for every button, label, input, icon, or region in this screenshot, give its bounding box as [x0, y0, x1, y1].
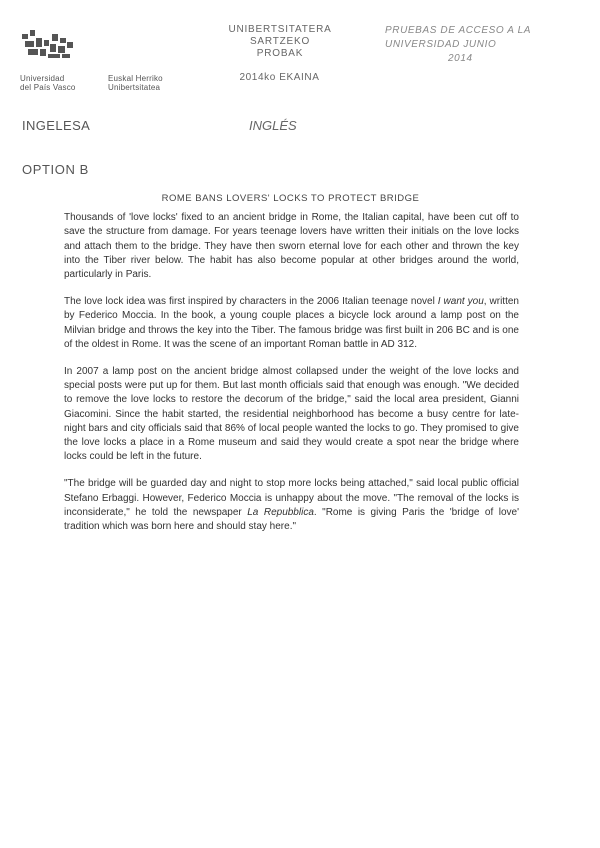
option-label: OPTION B	[22, 162, 89, 177]
article-title: ROME BANS LOVERS' LOCKS TO PROTECT BRIDGE	[161, 193, 420, 204]
exam-date-basque: 2014ko EKAINA	[239, 72, 320, 83]
article-body	[64, 211, 519, 547]
university-name-basque: Euskal Herriko Unibertsitatea	[108, 74, 163, 92]
paragraph-3: In 2007 a lamp post on the ancient bridge almost collapsed under the weight of the love locks and special posts were put up for them. But last month officials said that enough was enough. "We decided to remove the love locks to restore the decorum of the bridge," said the local area president, Gianni Giacomini. Since the habit started, the residential neighborhood has become a busy centre for late-night bars and city officials said that 86% of local people wanted the locks to go. They promised to give the love locks a place in a Rome museum and said they would create a spot near the bridge where locks could be left in the future.	[64, 365, 519, 463]
subject-spanish: INGLÉS	[249, 118, 297, 133]
paragraph-1: Thousands of 'love locks' fixed to an ancient bridge in Rome, the Italian capital, have been cut off to save the structure from damage. For years teenage lovers have written their initials on the love locks and attach them to the bridge. They have then sworn eternal love for each other and thrown the key into the Tiber river below. The habit has also become popular at other bridges around the world, particularly in Paris.	[64, 212, 519, 281]
subject-basque: INGELESA	[22, 118, 91, 133]
exam-year: 2014	[448, 53, 473, 64]
exam-title-basque: UNIBERTSITATERA SARTZEKO PROBAK	[228, 24, 332, 59]
paragraph-4: "The bridge will be guarded day and night to stop more locks being attached," said local public official Stefano Erbaggi. However, Federico Moccia is unhappy about the move. "The removal of the locks is inconsiderate," he told the newspaper La Repubblica. "Rome is giving Paris the 'bridge of love' tradition which was born here and should stay here."	[64, 478, 519, 533]
newspaper-title: La Repubblica	[247, 506, 314, 518]
novel-title: I want you	[437, 295, 484, 307]
paragraph-2: The love lock idea was first inspired by characters in the 2006 Italian teenage novel I want you, written by Federico Moccia. In the book, a young couple places a bicycle lock around a lamp post on the Milvian bridge and throws the key into the Tiber. The famous bridge was first built in 206 BC and is one of the oldest in Rome. It was the scene of an important Roman battle in AD 312.	[64, 295, 519, 350]
university-logo	[22, 30, 74, 60]
exam-title-spanish: PRUEBAS DE ACCESO A LA UNIVERSIDAD JUNIO 2014	[385, 24, 575, 66]
university-name-spanish: Universidad del País Vasco	[20, 74, 76, 92]
